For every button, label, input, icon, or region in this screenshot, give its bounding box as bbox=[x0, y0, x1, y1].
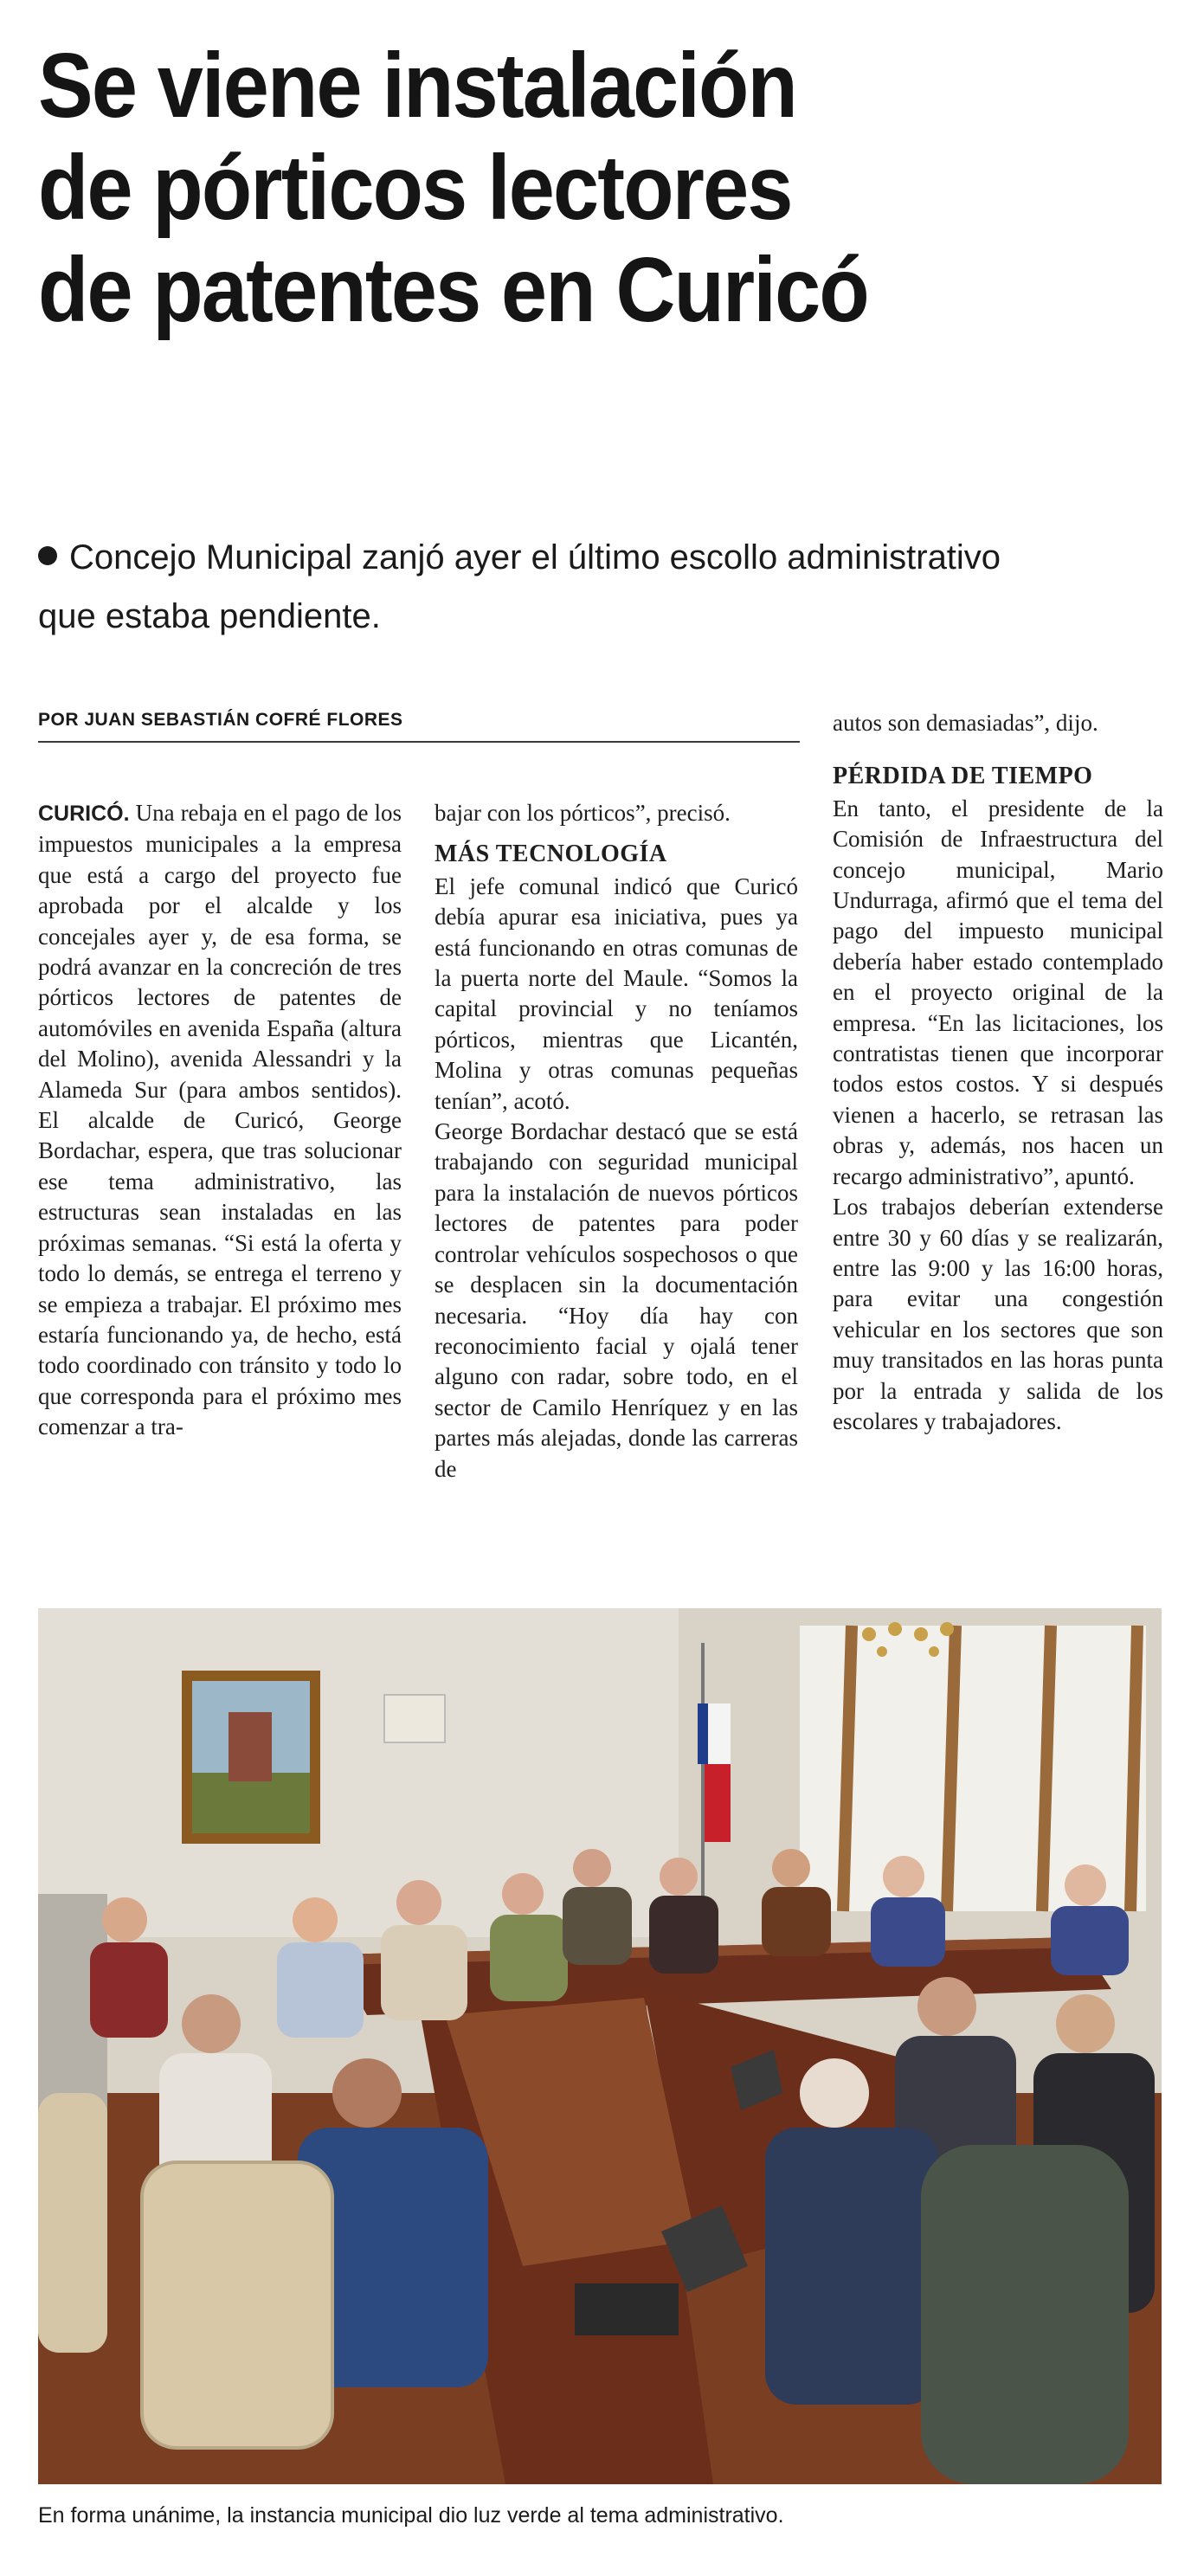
lead-line-1: Concejo Municipal zanjó ayer el último escollo administrativo bbox=[69, 538, 1001, 576]
council-meeting-photo bbox=[38, 1608, 1162, 2484]
headline-line-3: de patentes en Curicó bbox=[38, 239, 868, 341]
bullet-icon bbox=[38, 546, 57, 565]
column-2-paragraph-3: George Bordachar destacó que se está trabajando con seguridad municipal para la instalación de nuevos pórticos lectores de patentes para poder controlar vehículos sospechosos o que se desplacen sin la documentación necesaria. “Hoy día hay con reconocimiento facial y ojalá tener alguno con radar, sobre todo, en el sector de Camilo Henríquez y en las partes más alejadas, donde las carreras de bbox=[435, 1118, 798, 1482]
subhead-perdida-de-tiempo: PÉRDIDA DE TIEMPO bbox=[833, 763, 1093, 790]
headline-line-1: Se viene instalación bbox=[38, 35, 796, 137]
column-3-paragraph-1: autos son demasiadas”, dijo. bbox=[833, 710, 1098, 736]
byline: POR JUAN SEBASTIÁN COFRÉ FLORES bbox=[38, 710, 403, 730]
article-column-1 bbox=[38, 798, 402, 1443]
dateline: CURICÓ. bbox=[38, 802, 130, 826]
column-3-paragraph-2: En tanto, el presidente de la Comisión de Infraestructura del concejo municipal, Mario Undurraga, afirmó que el tema del pago del impuesto municipal debería haber estado contemplado en el proyecto original de la empresa. “En las licitaciones, los contratistas tienen que incorporar todos estos costos. Y si después vienen a hacerlo, se retrasan las obras y, además, nos hacen un recargo administrativo”, apuntó. bbox=[833, 795, 1163, 1189]
article-column-3 bbox=[833, 708, 1163, 1437]
lead-line-2: que estaba pendiente. bbox=[38, 597, 381, 635]
column-2-paragraph-1: bajar con los pórticos”, precisó. bbox=[435, 800, 731, 826]
lead-summary bbox=[38, 528, 1146, 646]
headline-line-2: de pórticos lectores bbox=[38, 137, 792, 239]
subhead-mas-tecnologia: MÁS TECNOLOGÍA bbox=[435, 840, 667, 868]
article-column-2 bbox=[435, 798, 798, 1484]
column-3-paragraph-3: Los trabajos deberían extenderse entre 30 y 60 días y se realizarán, entre las 9:00 y las 16:00 horas, para evitar una congestión vehicular en los sectores que son muy transitados en las horas punta por la entrada y salida de los escolares y trabajadores. bbox=[833, 1194, 1163, 1434]
column-1-text: Una rebaja en el pago de los impuestos municipales a la empresa que está a cargo del proyecto fue aprobada por el alcalde y los concejales ayer y, de esa forma, se podrá avanzar en la concreción de tres pórticos lectores de patentes de automóviles en avenida España (altura del Molino), avenida Alessandri y la Alameda Sur (para ambos sentidos). El alcalde de Curicó, George Bordachar, espera, que tras solucionar ese tema administrativo, las estructuras sean instaladas en las próximas semanas. “Si está la oferta y todo lo demás, se entrega el terreno y se empieza a trabajar. El próximo mes estaría funcionando ya, de hecho, está todo coordinado con tránsito y todo lo que corresponda para el próximo mes comenzar a tra- bbox=[38, 800, 402, 1440]
byline-rule bbox=[38, 741, 800, 743]
headline bbox=[38, 35, 1051, 341]
photo-caption: En forma unánime, la instancia municipal dio luz verde al tema administrativo. bbox=[38, 2503, 784, 2528]
column-2-paragraph-2: El jefe comunal indicó que Curicó debía apurar esa iniciativa, pues ya está funcionando en otras comunas de la puerta norte del Maule. “Somos la capital provincial y no teníamos pórticos, mientras que Licantén, Molina y otras comunas pequeñas tenían”, acotó. bbox=[435, 873, 798, 1114]
